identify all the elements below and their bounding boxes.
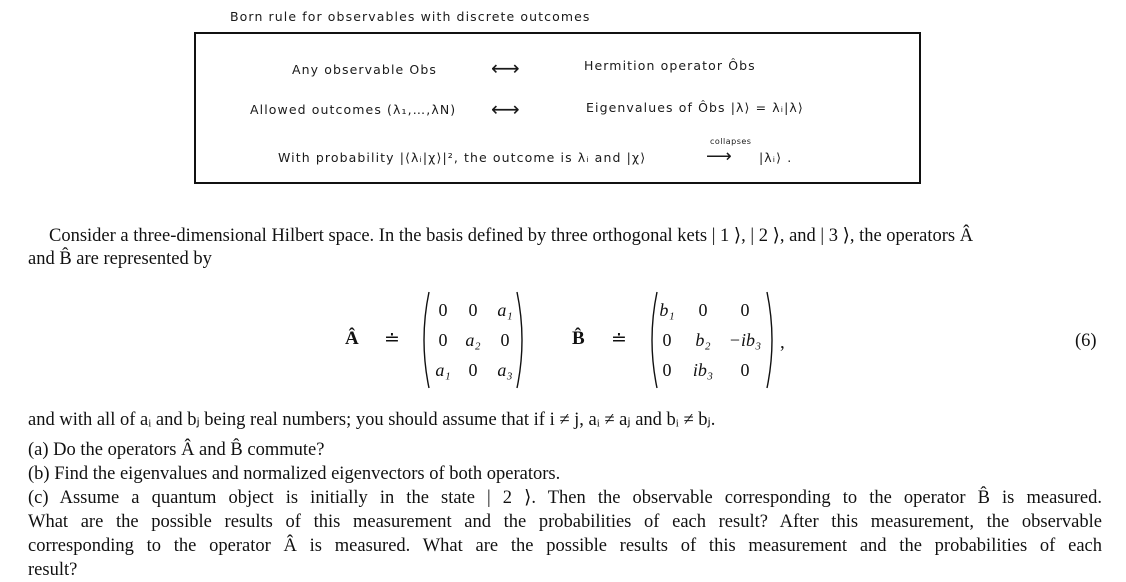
collapses-label: collapses bbox=[710, 137, 752, 146]
dot-equals: ≐ bbox=[384, 329, 400, 350]
intro-line-2: and B̂ are represented by bbox=[28, 249, 212, 269]
note-title: Born rule for observables with discrete outcomes bbox=[230, 9, 591, 24]
row1-right: Hermition operator Ôbs bbox=[584, 58, 756, 73]
matrix-a-cell: a₂ bbox=[465, 330, 481, 350]
matrix-b-cell: 0 bbox=[662, 360, 672, 380]
row3-probability: With probability |⟨λᵢ|χ⟩|², bbox=[278, 150, 459, 165]
matrix-b-cell: b₂ bbox=[695, 330, 711, 350]
matrix-a-cell: 0 bbox=[468, 360, 478, 380]
note-box bbox=[194, 32, 921, 184]
right-paren-icon bbox=[516, 290, 528, 390]
matrix-a-cell: a₃ bbox=[497, 360, 513, 380]
matrix-a-cell: 0 bbox=[468, 300, 478, 320]
matrix-b-cell: −ib₃ bbox=[728, 330, 762, 350]
part-c-line-2: What are the possible results of this measurement and the probabilities of each result? After this measurement, the observable bbox=[28, 512, 1102, 532]
operator-b-label: B̂ bbox=[572, 328, 585, 349]
double-arrow-icon: ⟷ bbox=[491, 56, 520, 80]
matrix-a-cell: 0 bbox=[438, 330, 448, 350]
condition-text: and with all of aᵢ and bⱼ being real numbers; you should assume that if i ≠ j, aᵢ ≠ aⱼ and bᵢ ≠ bⱼ. bbox=[28, 410, 716, 430]
matrix-b-cell: 0 bbox=[740, 360, 750, 380]
part-c-line-4: result? bbox=[28, 560, 78, 580]
matrix-b-cell: b₁ bbox=[659, 300, 675, 320]
row2-left: Allowed outcomes (λ₁,…,λN) bbox=[250, 102, 457, 117]
intro-line-1: Consider a three-dimensional Hilbert space. In the basis defined by three orthogonal kets | 1 ⟩, | 2 ⟩, and | 3 ⟩, the operators Â bbox=[49, 226, 974, 246]
matrix-b-cell: ib₃ bbox=[692, 360, 714, 380]
double-arrow-icon: ⟷ bbox=[491, 97, 520, 121]
matrix-b-cell: 0 bbox=[662, 330, 672, 350]
matrix-a-cell: 0 bbox=[500, 330, 510, 350]
matrix-b-cell: 0 bbox=[698, 300, 708, 320]
part-b: (b) Find the eigenvalues and normalized eigenvectors of both operators. bbox=[28, 464, 561, 484]
equation-number: (6) bbox=[1075, 331, 1097, 351]
matrix-a bbox=[418, 290, 528, 390]
row2-right: Eigenvalues of Ôbs |λ⟩ = λᵢ|λ⟩ bbox=[586, 100, 804, 115]
part-a: (a) Do the operators Â and B̂ commute? bbox=[28, 440, 325, 460]
trailing-comma: , bbox=[780, 332, 785, 353]
part-c-line-3: corresponding to the operator Â is measured. What are the possible results of this measurement and the probabilities of each bbox=[28, 536, 1102, 556]
operator-a-label: Â bbox=[345, 328, 359, 349]
collapse-arrow-icon: ⟶ bbox=[706, 146, 732, 167]
matrix-b-cell: 0 bbox=[740, 300, 750, 320]
part-c-line-1: (c) Assume a quantum object is initially in the state | 2 ⟩. Then the observable corresponding to the operator B̂ is measured. bbox=[28, 488, 1102, 508]
dot-equals: ≐ bbox=[611, 329, 627, 350]
matrix-b bbox=[646, 290, 778, 390]
matrix-a-cell: a₁ bbox=[435, 360, 451, 380]
row3-end: |λᵢ⟩ . bbox=[759, 150, 793, 165]
matrix-a-cell: a₁ bbox=[497, 300, 513, 320]
right-paren-icon bbox=[766, 290, 778, 390]
matrix-a-cell: 0 bbox=[438, 300, 448, 320]
row1-left: Any observable Obs bbox=[292, 62, 437, 77]
row3-outcome: the outcome is λᵢ and |χ⟩ bbox=[464, 150, 647, 165]
